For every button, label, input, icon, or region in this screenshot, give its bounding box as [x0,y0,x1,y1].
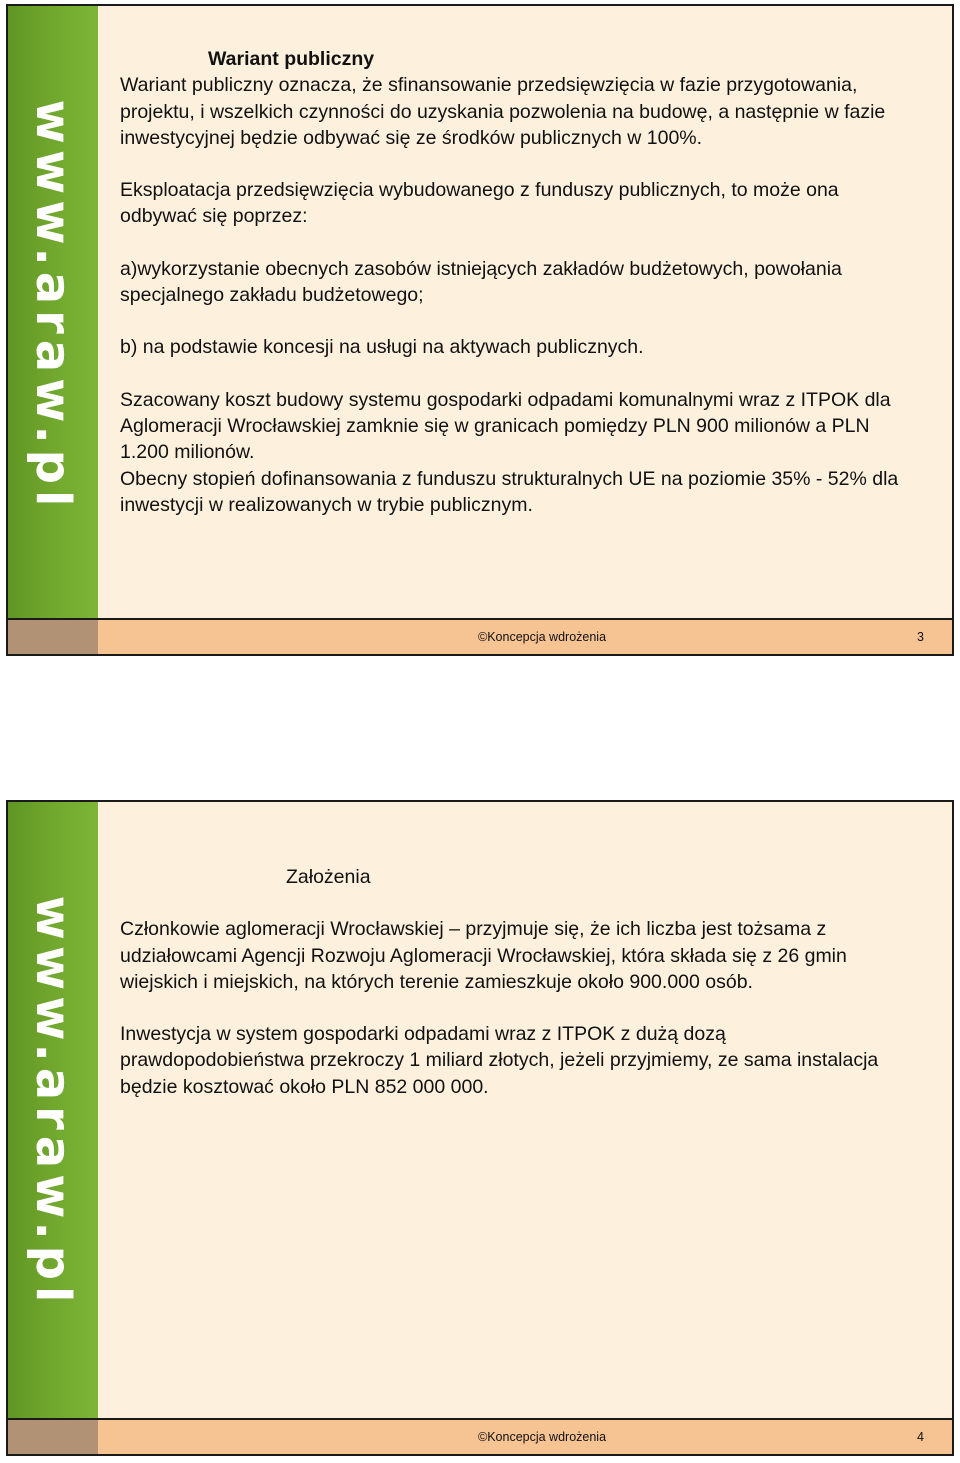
sidebar-logo-band [8,6,98,618]
slide-footer [8,618,952,654]
paragraph-intro: Wariant publiczny oznacza, że sfinansowanie przedsięwzięcia w fazie przygotowania, projektu, i wszelkich czynności do uzyskania pozwolenia na budowę, a następnie w fazie inwestycyjnej będzie odbywać się ze środków publicznych w 100%. [120,74,886,149]
slide-3 [6,4,954,656]
paragraph-option-b: b) na podstawie koncesji na usługi na aktywach publicznych. [120,336,644,359]
slide-title: Wariant publiczny [208,48,375,70]
slide-content [120,46,902,518]
paragraph-members: Członkowie aglomeracji Wrocławskiej – przyjmuje się, że ich liczba jest tożsama z udziałowcami Agencji Rozwoju Aglomeracji Wrocławskiej, która składa się z 26 gmin wiejskich i miejskich, na których terenie zamieszkuje około 900.000 osób. [120,918,847,993]
araw-logo-text: www.araw.pl [25,895,81,1309]
araw-logo-text: www.araw.pl [25,99,81,513]
footer-copyright: ©Koncepcja wdrożenia [478,1430,607,1444]
slide-content [120,864,902,1100]
paragraph-exploitation: Eksploatacja przedsięwzięcia wybudowanego z funduszy publicznych, to może ona odbywać się poprzez: [120,179,839,228]
paragraph-option-a: a)wykorzystanie obecnych zasobów istniejących zakładów budżetowych, powołania specjalnego zakładu budżetowego; [120,257,842,307]
page-number: 3 [917,630,924,644]
paragraph-funding: Obecny stopień dofinansowania z funduszu strukturalnych UE na poziomie 35% - 52% dla inwestycji w realizowanych w trybie publicznym. [120,467,899,516]
paragraph-cost: Szacowany koszt budowy systemu gospodarki odpadami komunalnymi wraz z ITPOK dla Aglomeracji Wrocławskiej zamknie się w granicach pomiędzy PLN 900 milionów a PLN 1.200 milionów. [120,388,891,464]
slide-title: Założenia [286,866,371,888]
slide-4 [6,800,954,1456]
sidebar-logo-band [8,802,98,1418]
footer-left-block [8,620,98,654]
footer-copyright: ©Koncepcja wdrożenia [478,630,607,644]
paragraph-investment: Inwestycja w system gospodarki odpadami wraz z ITPOK z dużą dozą prawdopodobieństwa przekroczy 1 miliard złotych, jeżeli przyjmiemy, ze sama instalacja będzie kosztować około PLN 852 000 000. [120,1023,879,1098]
footer-left-block [8,1420,98,1454]
slide-footer [8,1418,952,1454]
page-number: 4 [917,1430,924,1444]
